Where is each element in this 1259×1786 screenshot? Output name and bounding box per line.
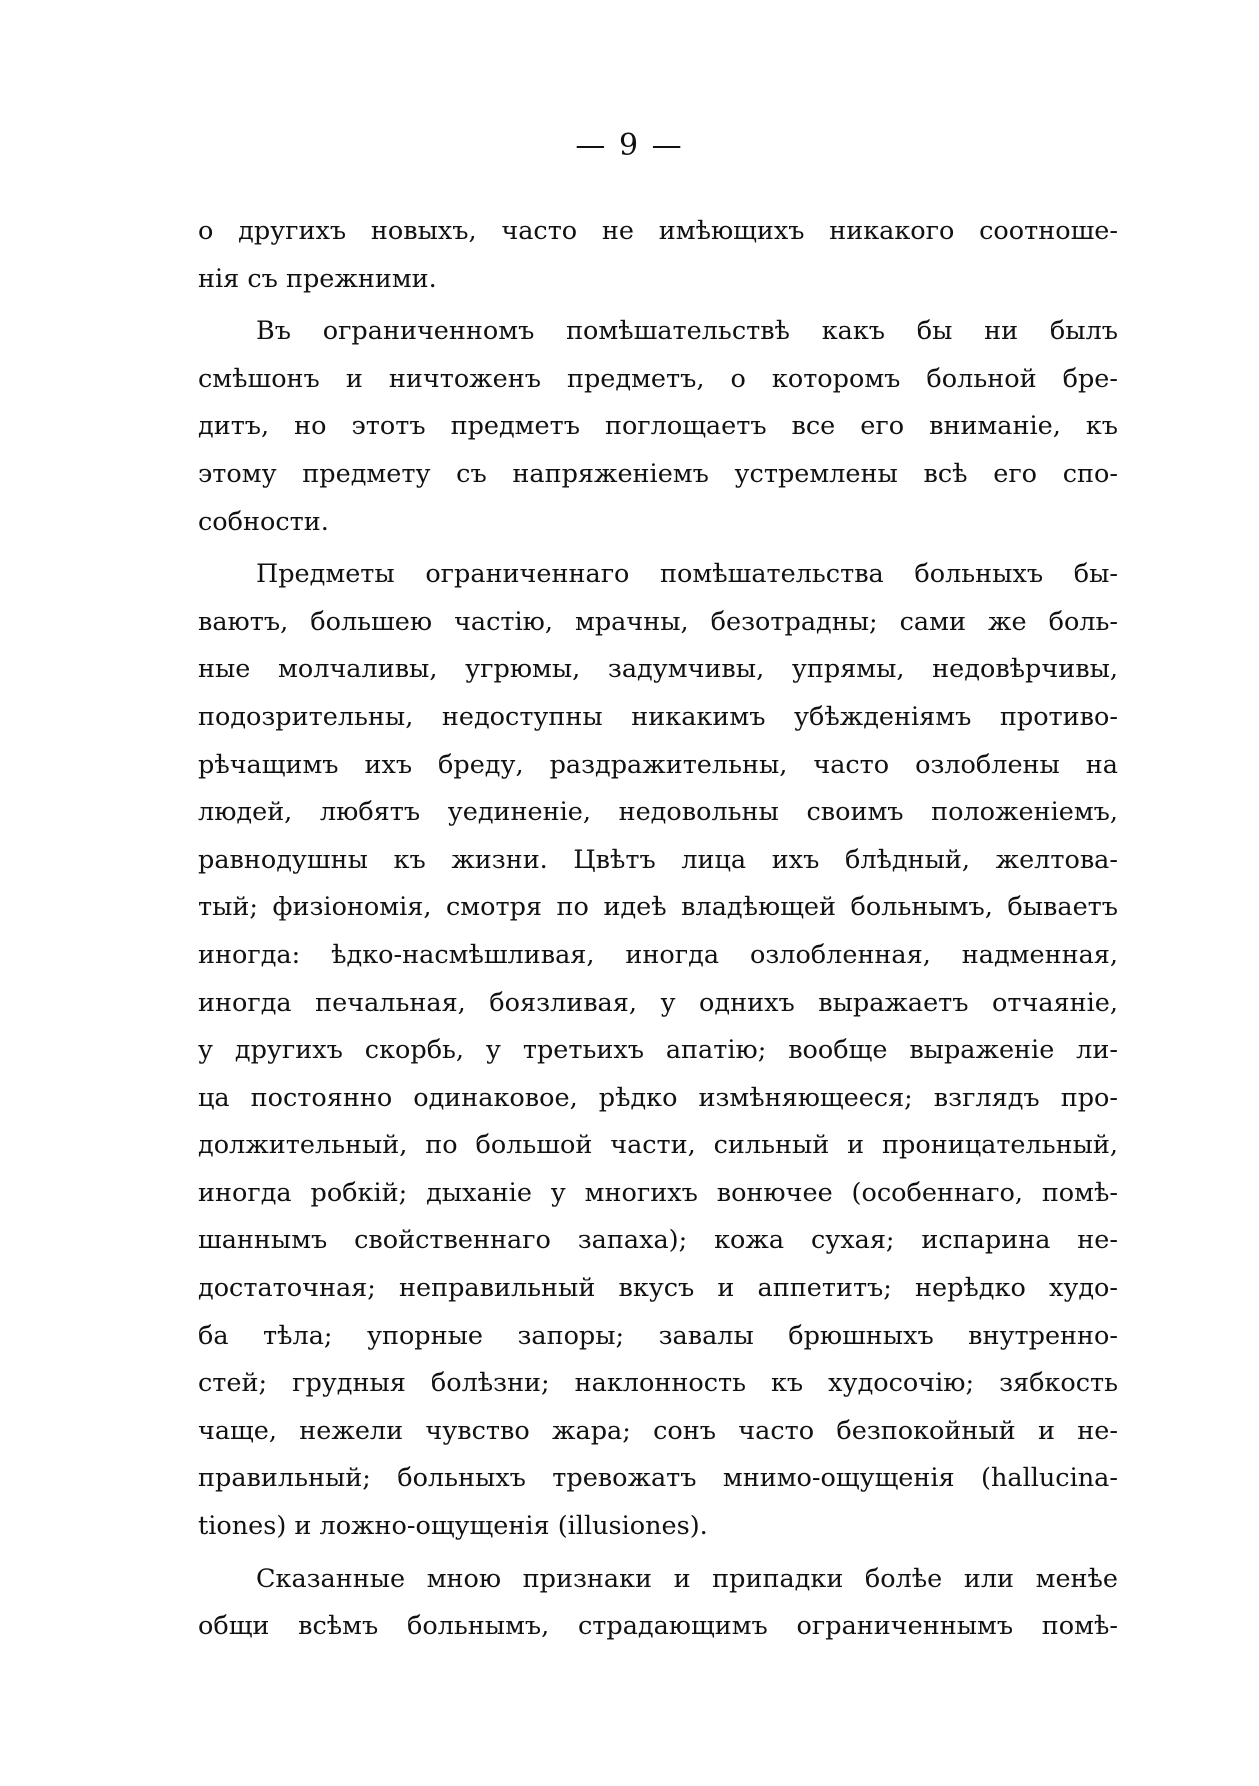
paragraph-2 (198, 308, 1118, 548)
text-line: иногда робкій; дыханіе у многихъ вонючее (особеннаго, помѣ- (198, 1177, 1118, 1208)
paragraph-4 (198, 1556, 1118, 1653)
text-line: ца постоянно одинаковое, рѣдко измѣняющееся; взглядъ про- (198, 1082, 1118, 1113)
text-line: общи всѣмъ больнымъ, страдающимъ ограниченнымъ помѣ- (198, 1611, 1118, 1642)
text-line: чаще, нежели чувство жара; сонъ часто безпокойный и не- (198, 1415, 1118, 1446)
text-line: у другихъ скорбь, у третьихъ апатію; вообще выраженіе ли- (198, 1035, 1118, 1066)
text-line: о другихъ новыхъ, часто не имѣющихъ никакого соотноше- (198, 216, 1118, 246)
text-line: подозрительны, недоступны никакимъ убѣжденіямъ противо- (198, 701, 1118, 732)
text-line: равнодушны къ жизни. Цвѣтъ лица ихъ блѣдный, желтова- (198, 844, 1118, 875)
text-line: должительный, по большой части, сильный и проницательный, (198, 1130, 1118, 1161)
text-line: собности. (198, 506, 329, 537)
text-line: Предметы ограниченнаго помѣшательства больныхъ бы- (256, 559, 1118, 590)
text-line: ваютъ, большею частію, мрачны, безотрадны; сами же боль- (198, 606, 1118, 637)
text-line: тый; физіономія, смотря по идеѣ владѣющей больнымъ, бываетъ (198, 892, 1118, 923)
page-number: — 9 — (575, 128, 684, 163)
body-text (198, 208, 1118, 1653)
text-line: рѣчащимъ ихъ бреду, раздражительны, часто озлоблены на (198, 749, 1118, 780)
text-line: ба тѣла; упорные запоры; завалы брюшныхъ внутренно- (198, 1320, 1118, 1351)
text-line: иногда печальная, боязливая, у однихъ выражаетъ отчаяніе, (198, 987, 1118, 1018)
text-line: этому предмету съ напряженіемъ устремлены всѣ его спо- (198, 458, 1118, 489)
text-line: нія съ прежними. (198, 263, 437, 294)
text-line: иногда: ѣдко-насмѣшливая, иногда озлобленная, надменная, (198, 939, 1118, 970)
text-line: правильный; больныхъ тревожатъ мнимо-ощущенія (hallucina- (198, 1463, 1118, 1494)
text-line: Сказанные мною признаки и припадки болѣе или менѣе (256, 1563, 1118, 1594)
text-line: достаточная; неправильный вкусъ и аппетитъ; нерѣдко худо- (198, 1273, 1118, 1304)
text-line: шаннымъ свойственнаго запаха); кожа сухая; испарина не- (198, 1225, 1118, 1256)
paragraph-1 (198, 208, 1118, 305)
paragraph-3 (198, 551, 1118, 1552)
text-line: смѣшонъ и ничтоженъ предметъ, о которомъ больной бре- (198, 363, 1118, 394)
text-line: дитъ, но этотъ предметъ поглощаетъ все его вниманіе, къ (198, 411, 1118, 442)
text-line: Въ ограниченномъ помѣшательствѣ какъ бы ни былъ (256, 316, 1118, 347)
text-line: ные молчаливы, угрюмы, задумчивы, упрямы, недовѣрчивы, (198, 654, 1118, 685)
text-line: tiones) и ложно-ощущенія (illusiones). (198, 1511, 708, 1542)
text-line: стей; грудныя болѣзни; наклонность къ худосочію; зябкость (198, 1368, 1118, 1399)
text-line: людей, любятъ уединеніе, недовольны своимъ положеніемъ, (198, 797, 1118, 828)
